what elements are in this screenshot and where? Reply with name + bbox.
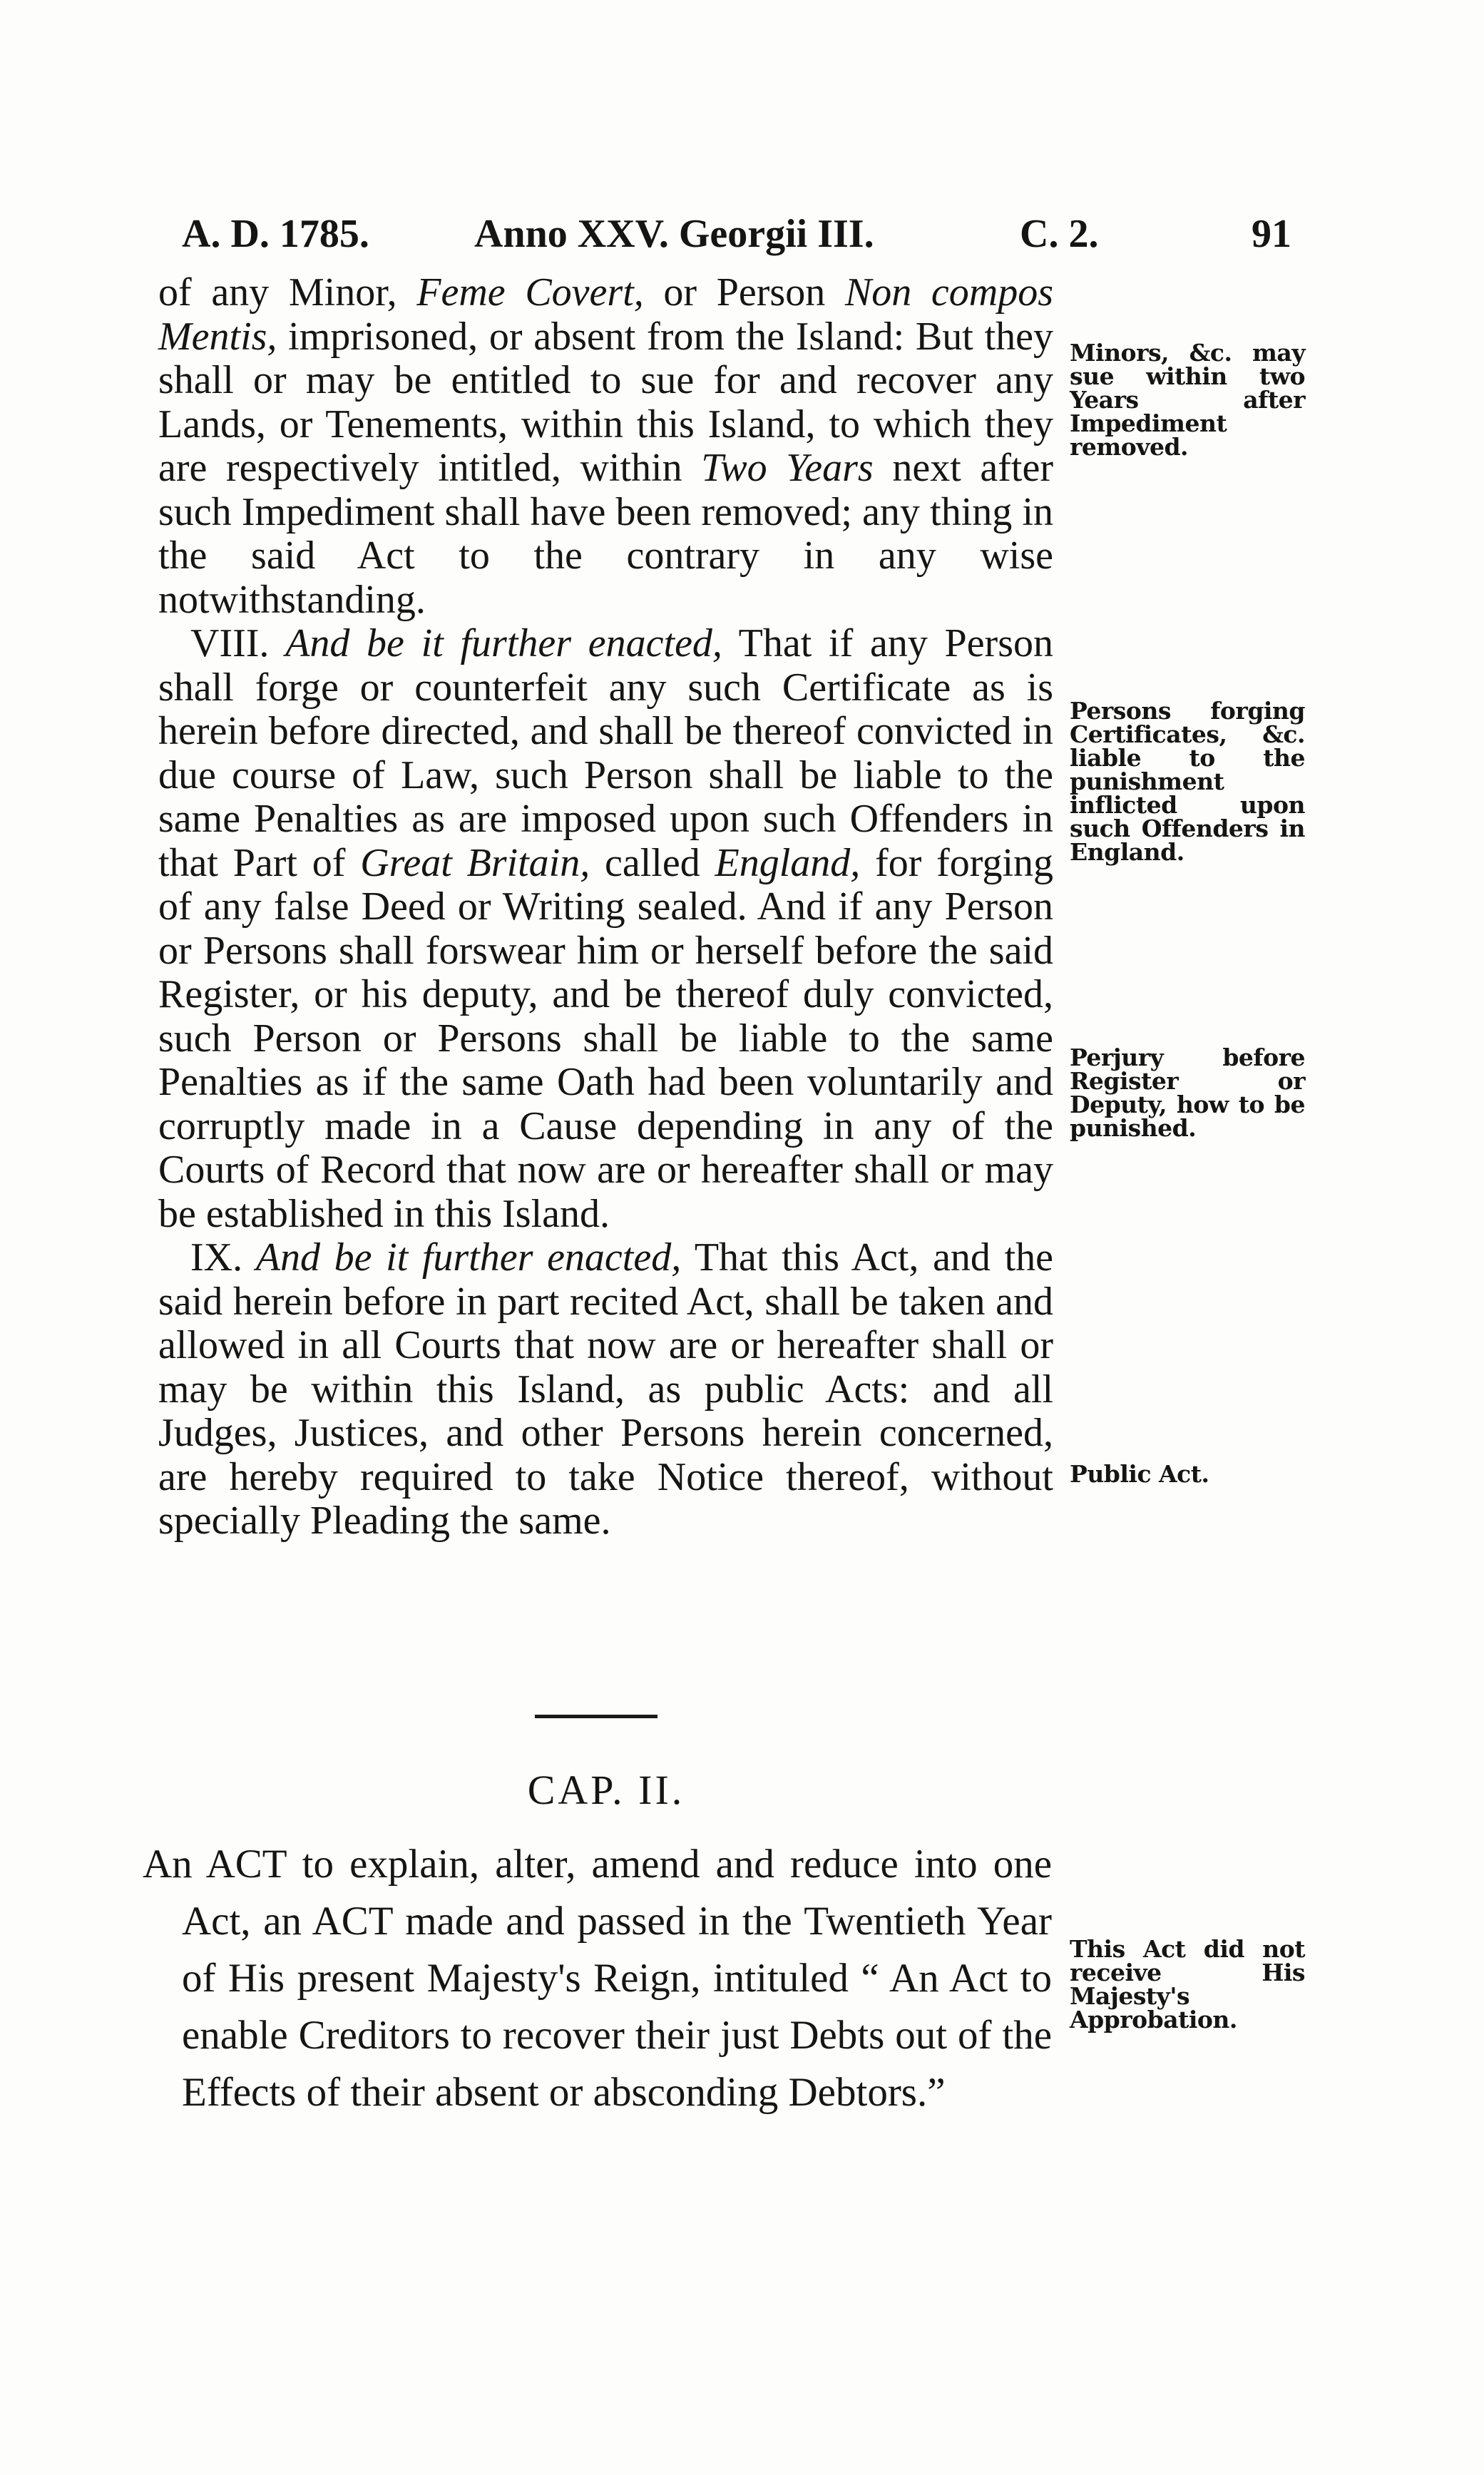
text-run: That this Act, and the said herein before in part recited Act, shall be taken and allowed in all Courts that now are or hereafter shall or may be within this Island, as public Acts: and all Judges, Justices, and other Persons herein concerned, are hereby required to take Notice thereof, without specially Pleading the same.: [158, 1235, 1053, 1543]
section-number: IX.: [190, 1235, 243, 1280]
italic-enacting-clause: And be it further enacted,: [269, 621, 722, 665]
paragraph-continuation: [158, 271, 1053, 622]
text-run: of any Minor,: [158, 270, 417, 315]
text-run: or Person: [643, 270, 845, 315]
text-run: called: [590, 840, 715, 885]
marginal-note-minors: Minors, &c. may sue within two Years after Impediment removed.: [1070, 339, 1305, 461]
header-regnal-year: Anno XXV. Georgii III.: [474, 212, 874, 256]
marginal-note-public-act: Public Act.: [1070, 1460, 1209, 1488]
marginal-note-perjury: Perjury before Register or Deputy, how to be punished.: [1070, 1043, 1305, 1142]
act-title: [143, 1836, 1052, 2121]
italic-enacting-clause: And be it further enacted,: [242, 1235, 682, 1280]
marginal-note-forging: Persons forging Certificates, &c. liable to the punishment inflicted upon such Offenders in England.: [1070, 697, 1305, 866]
main-text-column: [158, 271, 1053, 1543]
page-number: 91: [1252, 212, 1291, 256]
header-year: A. D. 1785.: [182, 212, 369, 256]
section-number: VIII.: [190, 621, 270, 665]
header-chapter: C. 2.: [1020, 212, 1099, 256]
section-divider: [535, 1715, 657, 1718]
marginal-note-approbation: This Act did not receive His Majesty's Approbation.: [1070, 1935, 1305, 2033]
italic-term: England,: [715, 840, 861, 885]
act-title-text: An ACT to explain, alter, amend and reduce into one Act, an ACT made and passed in the Twentieth Year of His present Majesty's Reign, intituled “ An Act to enable Creditors to recover their just Debts out of the Effects of their absent or absconding Debtors.”: [143, 1842, 1052, 2115]
paragraph-section-ix: [158, 1236, 1053, 1543]
italic-term: Two Years: [701, 446, 874, 490]
text-run: for forging of any false Deed or Writing sealed. And if any Person or Persons shall forswear him or herself before the said Register, or his deputy, and be thereof duly convicted, such Person or Persons shall be liable to the same Penalties as if the same Oath had been voluntarily and corruptly made in a Cause depending in any of the Courts of Record that now are or hereafter shall or may be established in this Island.: [158, 840, 1054, 1236]
italic-term: Feme Covert,: [416, 270, 644, 315]
running-header: [182, 202, 1291, 266]
text-run: That if any Person shall forge or counterfeit any such Certificate as is herein before directed, and shall be thereof convicted in due course of Law, such Person shall be liable to the same Penalties as are imposed upon such Offenders in that Part of: [158, 621, 1053, 885]
text-run: imprisoned, or absent from the Island: But they shall or may be entitled to sue for and recover any Lands, or Tenements, within this Island, to which they are respectively intitled, within: [158, 314, 1053, 490]
italic-term: Non compos Mentis,: [158, 270, 1053, 359]
paragraph-section-viii: [158, 622, 1053, 1236]
chapter-heading: CAP. II.: [527, 1767, 685, 1813]
text-run: next after such Impediment shall have been removed; any thing in the said Act to the contrary in any wise notwithstanding.: [158, 446, 1053, 622]
italic-term: Great Britain,: [360, 840, 590, 885]
